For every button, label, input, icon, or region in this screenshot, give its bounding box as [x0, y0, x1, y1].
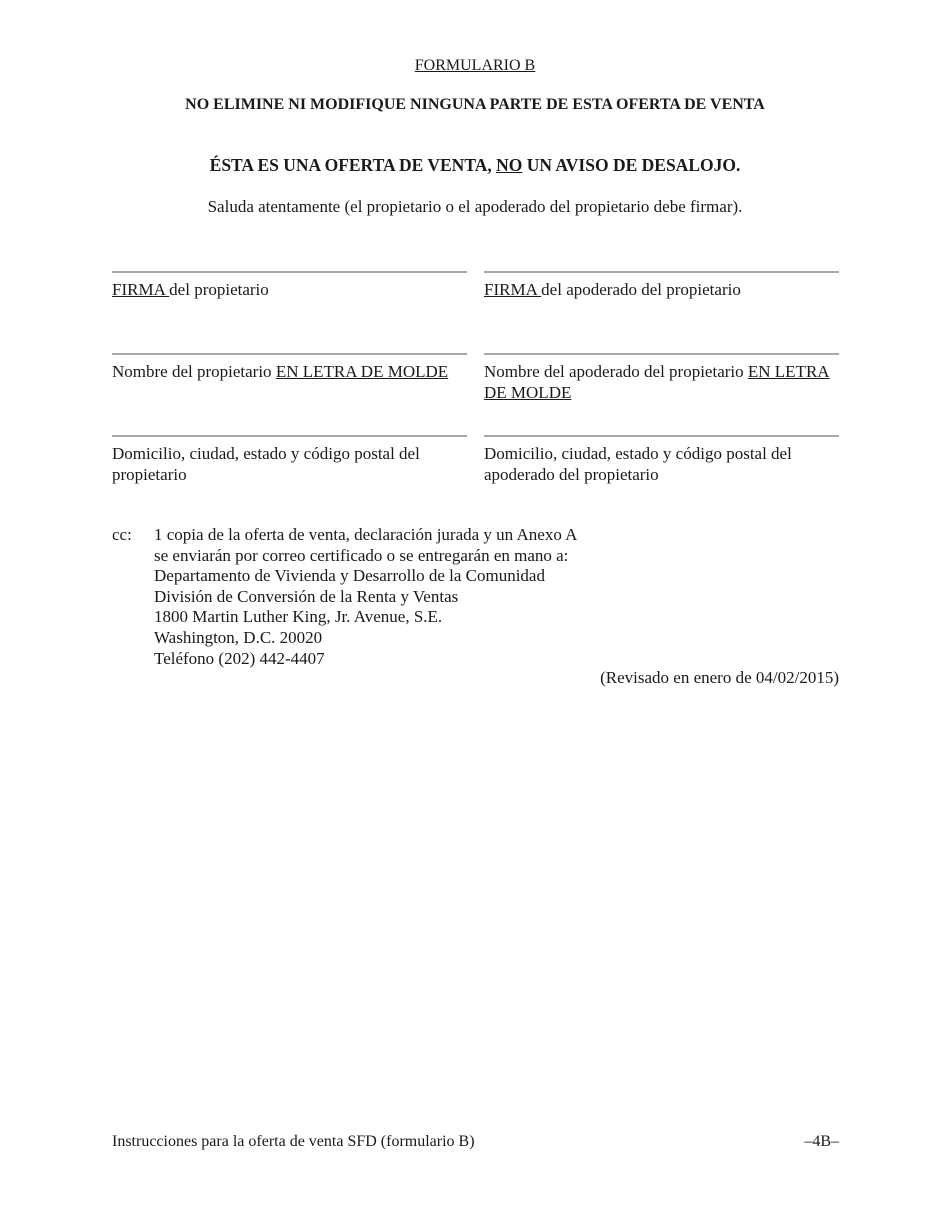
cc-line: Washington, D.C. 20020 [154, 627, 323, 647]
owner-signature-firma: FIRMA [112, 280, 170, 299]
cc-line: División de Conversión de la Renta y Ventas [154, 586, 459, 606]
owner-name-line[interactable] [112, 353, 467, 355]
agent-signature-firma: FIRMA [484, 280, 542, 299]
cc-line: 1800 Martin Luther King, Jr. Avenue, S.E. [154, 607, 443, 627]
cc-block [154, 525, 577, 669]
owner-signature-label [112, 279, 467, 300]
agent-address-line[interactable] [484, 435, 839, 437]
cc-line: se enviarán por correo certificado o se entregarán en mano a: [154, 545, 569, 565]
owner-name-label [112, 361, 472, 382]
offer-heading [0, 155, 950, 176]
cc-label: cc: [112, 525, 132, 544]
page-number: –4B– [804, 1133, 839, 1150]
footer-title: Instrucciones para la oferta de venta SFD (formulario B) [112, 1133, 475, 1150]
form-title [0, 57, 950, 75]
agent-address-label: Domicilio, ciudad, estado y código postal del apoderado del propietario [484, 444, 792, 484]
heading-post: UN AVISO DE DESALOJO. [522, 155, 741, 175]
agent-name-rest: Nombre del apoderado del propietario [484, 362, 748, 381]
heading-pre: ÉSTA ES UNA OFERTA DE VENTA, [209, 155, 497, 175]
owner-signature-line[interactable] [112, 271, 467, 273]
agent-signature-line[interactable] [484, 271, 839, 273]
salutation: Saluda atentamente (el propietario o el apoderado del propietario debe firmar). [207, 197, 743, 216]
form-title-text: FORMULARIO B [414, 57, 536, 74]
cc-line: 1 copia de la oferta de venta, declaración jurada y un Anexo A [154, 525, 578, 544]
owner-name-rest: Nombre del propietario [112, 362, 276, 381]
agent-name-line[interactable] [484, 353, 839, 355]
cc-line: Teléfono (202) 442-4407 [154, 648, 325, 668]
warning-notice: NO ELIMINE NI MODIFIQUE NINGUNA PARTE DE ESTA OFERTA DE VENTA [185, 96, 765, 113]
heading-underlined: NO [496, 155, 523, 175]
owner-name-underlined: EN LETRA DE MOLDE [275, 362, 449, 381]
agent-name-label [484, 361, 839, 403]
owner-signature-rest: del propietario [169, 280, 269, 299]
revision-note: (Revisado en enero de 04/02/2015) [600, 668, 839, 687]
owner-address-label: Domicilio, ciudad, estado y código postal del propietario [112, 444, 420, 484]
agent-signature-label [484, 279, 839, 300]
cc-line: Departamento de Vivienda y Desarrollo de la Comunidad [154, 566, 545, 586]
agent-signature-rest: del apoderado del propietario [541, 280, 741, 299]
agent-name-underlined: EN LETRA DE MOLDE [484, 362, 830, 402]
owner-address-line[interactable] [112, 435, 467, 437]
